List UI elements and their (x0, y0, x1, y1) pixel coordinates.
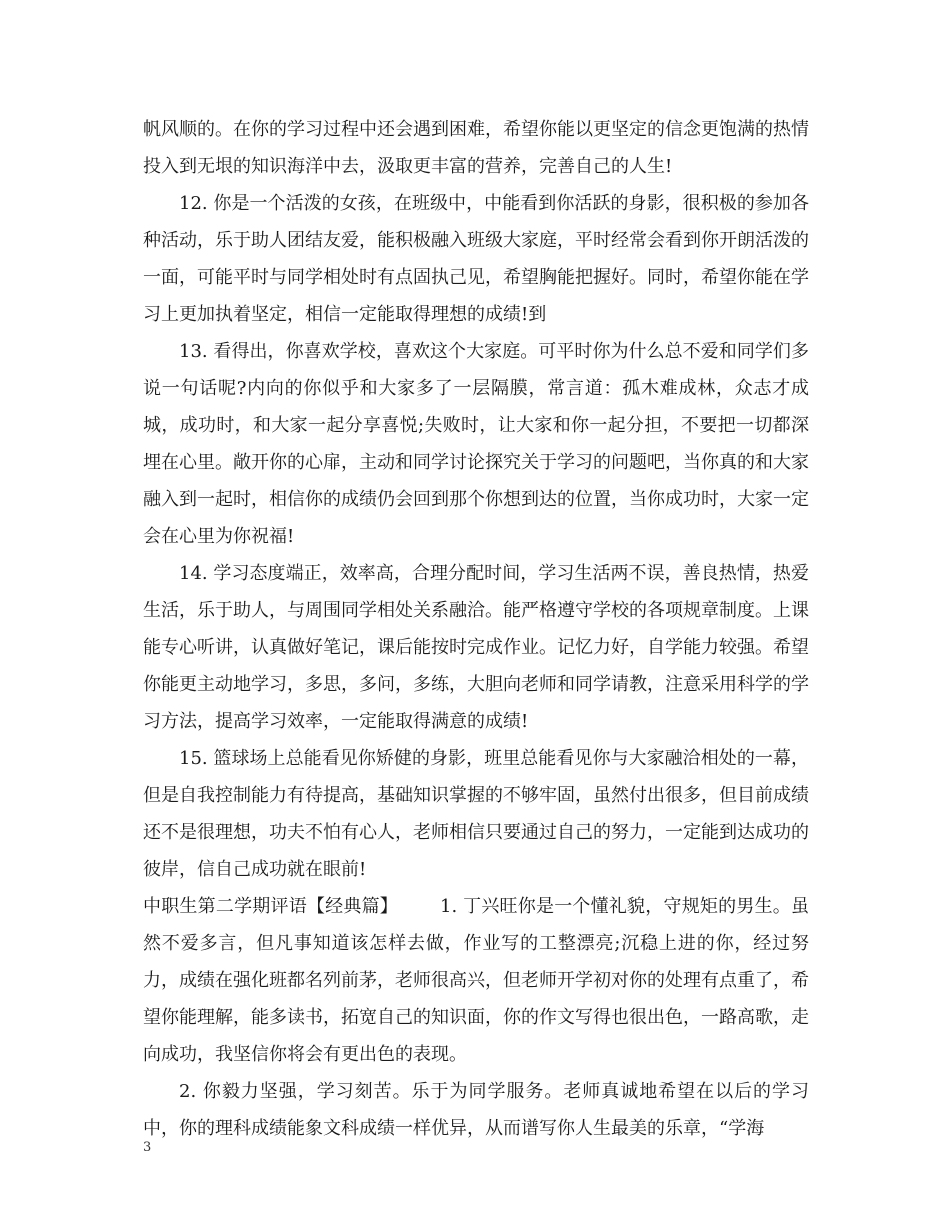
comment-item-1-body: 虽然不爱多言，但凡事知道该怎样去做，作业写的工整漂亮;沉稳上进的你，经过努力，成绩在强化班都名列前茅，老师很高兴，但老师开学初对你的处理有点重了，希望你能理解，能多读书，拓宽自己的知识面，你的作文写得也很出色，一路高歌，走向成功，我坚信你将会有更出色的表现。 (143, 896, 809, 1065)
section-block (143, 888, 809, 1073)
document-body (143, 111, 809, 1147)
page-number: 3 (143, 1140, 152, 1155)
comment-item-2: 2. 你毅力坚强，学习刻苦。乐于为同学服务。老师真诚地希望在以后的学习中，你的理科成绩能象文科成绩一样优异，从而谱写你人生最美的乐章，“学海 (143, 1081, 809, 1139)
comment-item-14: 14. 学习态度端正，效率高，合理分配时间，学习生活两不误，善良热情，热爱生活，乐于助人，与周围同学相处关系融洽。能严格遵守学校的各项规章制度。上课能专心听讲，认真做好笔记，课后能按时完成作业。记忆力好，自学能力较强。希望你能更主动地学习，多思，多问，多练，大胆向老师和同学请教，注意采用科学的学习方法，提高学习效率，一定能取得满意的成绩! (143, 563, 809, 732)
section-heading: 中职生第二学期评语【经典篇】 (143, 896, 399, 917)
comment-item-12: 12. 你是一个活泼的女孩，在班级中，中能看到你活跃的身影，很积极的参加各种活动，乐于助人团结友爱，能积极融入班级大家庭，平时经常会看到你开朗活泼的一面，可能平时与同学相处时有点固执己见，希望胸能把握好。同时，希望你能在学习上更加执着坚定，相信一定能取得理想的成绩!到 (143, 193, 809, 325)
comment-item-13: 13. 看得出，你喜欢学校，喜欢这个大家庭。可平时你为什么总不爱和同学们多说一句话呢?内向的你似乎和大家多了一层隔膜，常言道：孤木难成林，众志才成城，成功时，和大家一起分享喜悦;失败时，让大家和你一起分担，不要把一切都深埋在心里。敞开你的心扉，主动和同学讨论探究关于学习的问题吧，当你真的和大家融入到一起时，相信你的成绩仍会回到那个你想到达的位置，当你成功时，大家一定会在心里为你祝福! (143, 341, 809, 547)
comment-item-15: 15. 篮球场上总能看见你矫健的身影，班里总能看见你与大家融洽相处的一幕，但是自我控制能力有待提高，基础知识掌握的不够牢固，虽然付出很多，但目前成绩还不是很理想，功夫不怕有心人，老师相信只要通过自己的努力，一定能到达成功的彼岸，信自己成功就在眼前! (143, 748, 809, 880)
comment-item-1-intro: 1. 丁兴旺你是一个懂礼貌，守规矩的男生。 (440, 896, 791, 917)
paragraph-continuation: 帆风顺的。在你的学习过程中还会遇到困难，希望你能以更坚定的信念更饱满的热情投入到无垠的知识海洋中去，汲取更丰富的营养，完善自己的人生! (143, 119, 809, 177)
